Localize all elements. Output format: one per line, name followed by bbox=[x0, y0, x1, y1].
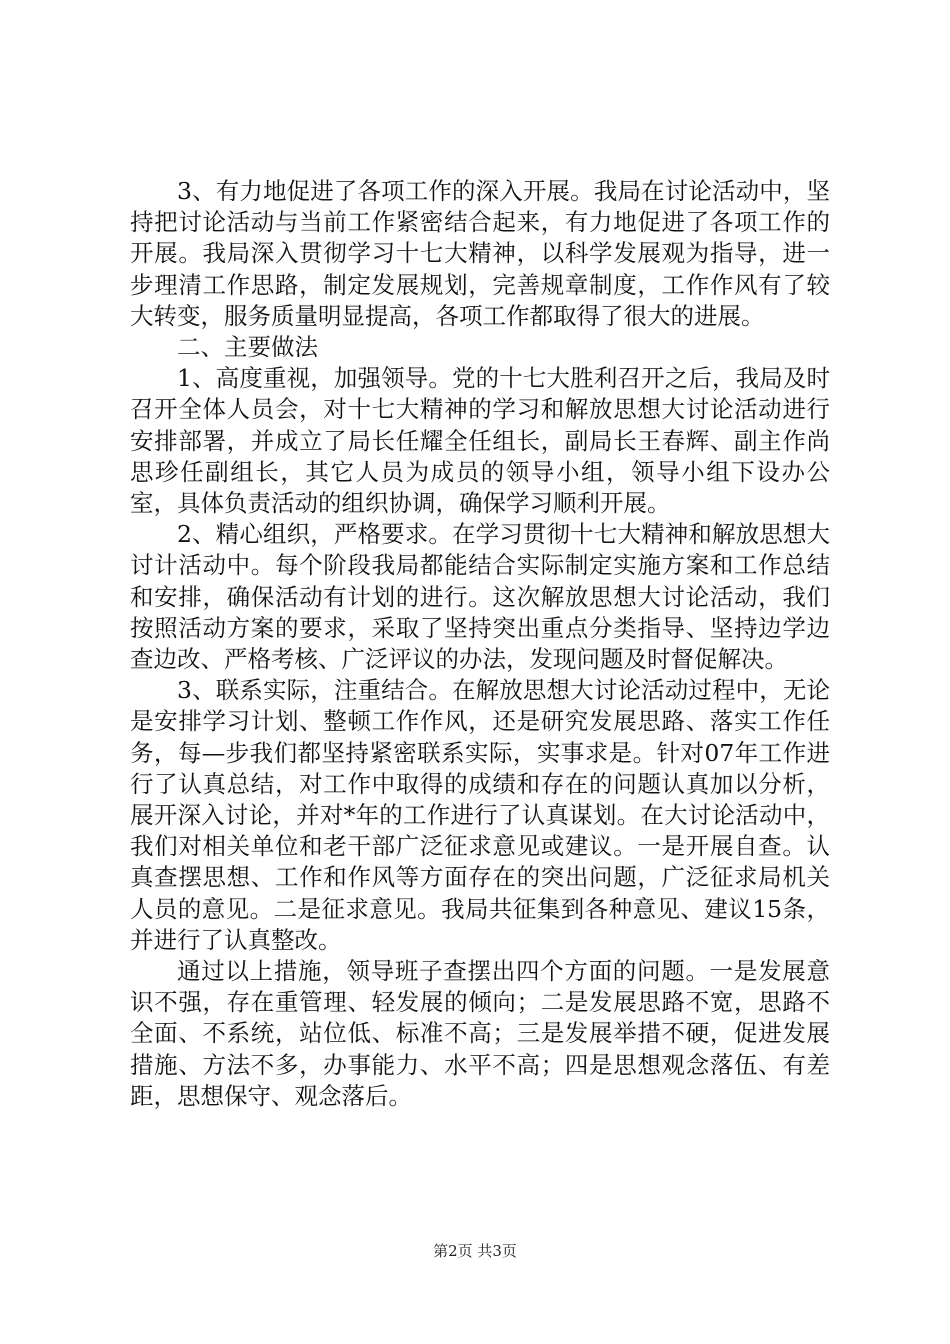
section-heading-main-methods: 二、主要做法 bbox=[177, 333, 318, 362]
paragraph-organization: 2、精心组织，严格要求。在学习贯彻十七大精神和解放思想大讨计活动中。每个阶段我局都能结合实际制定实施方案和工作总结和安排，确保活动有计划的进行。这次解放思想大讨论活动，我们按照活动方案的要求，采取了坚持突出重点分类指导、坚持边学边查边改、严格考核、广泛评议的办法，发现问题及时督促解决。 bbox=[130, 520, 830, 674]
document-body bbox=[130, 176, 830, 1112]
paragraph-leadership: 1、高度重视，加强领导。党的十七大胜利召开之后，我局及时召开全体人员会，对十七大精神的学习和解放思想大讨论活动进行安排部署，并成立了局长任耀全任组长，副局长王春辉、副主作尚思珍任副组长，其它人员为成员的领导小组，领导小组下设办公室，具体负责活动的组织协调，确保学习顺利开展。 bbox=[130, 364, 830, 518]
paragraph-work-progress: 3、有力地促进了各项工作的深入开展。我局在讨论活动中，坚持把讨论活动与当前工作紧密结合起来，有力地促进了各项工作的开展。我局深入贯彻学习十七大精神，以科学发展观为指导，进一步理清工作思路，制定发展规划，完善规章制度，工作作风有了较大转变，服务质量明显提高，各项工作都取得了很大的进展。 bbox=[130, 177, 830, 330]
page-number-footer: 第2页 共3页 bbox=[433, 1242, 517, 1260]
paragraph-problems: 通过以上措施，领导班子查摆出四个方面的问题。一是发展意识不强，存在重管理、轻发展的倾向；二是发展思路不宽，思路不全面、不系统，站位低、标准不高；三是发展举措不硬，促进发展措施、方法不多，办事能力、水平不高；四是思想观念落伍、有差距，思想保守、观念落后。 bbox=[130, 957, 830, 1110]
paragraph-practice: 3、联系实际，注重结合。在解放思想大讨论活动过程中，无论是安排学习计划、整顿工作作风，还是研究发展思路、落实工作任务，每—步我们都坚持紧密联系实际，实事求是。针对07年工作进行了认真总结，对工作中取得的成绩和存在的问题认真加以分析，展开深入讨论，并对*年的工作进行了认真谋划。在大讨论活动中，我们对相关单位和老干部广泛征求意见或建议。一是开展自查。认真查摆思想、工作和作风等方面存在的突出问题，广泛征求局机关人员的意见。二是征求意见。我局共征集到各种意见、建议15条，并进行了认真整改。 bbox=[130, 676, 830, 954]
